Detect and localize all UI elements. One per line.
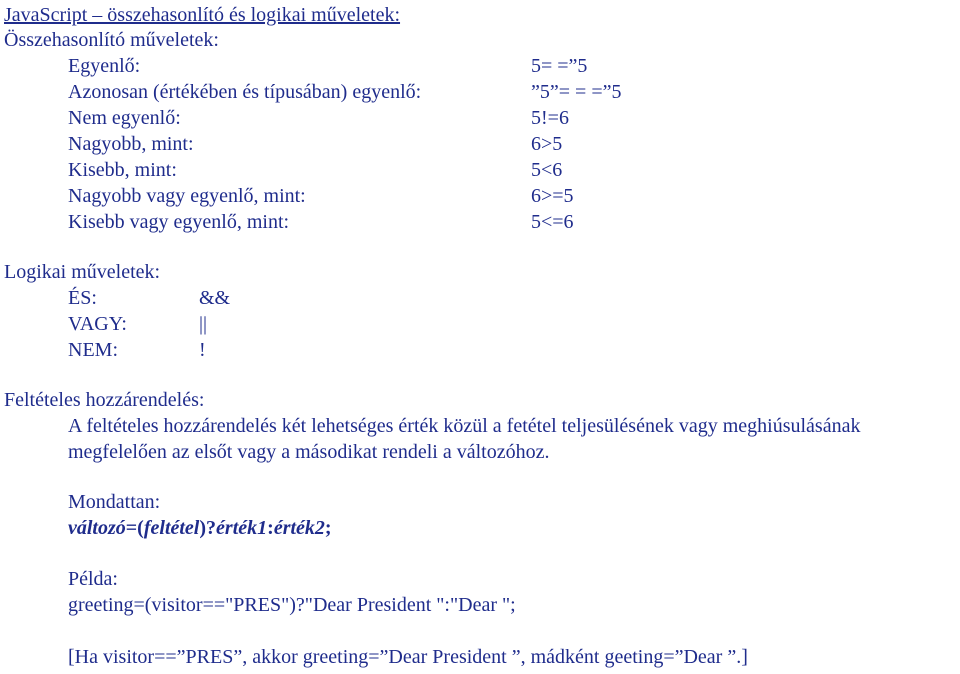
conditional-description-line1: A feltételes hozzárendelés két lehetséges érték közül a fetétel teljesülésének vagy meghiúsulásának: [68, 415, 861, 437]
logical-heading: Logikai műveletek:: [4, 261, 161, 283]
logical-value-and: &&: [199, 287, 231, 309]
logical-label-and: ÉS:: [68, 287, 97, 309]
comparison-label-less-equal: Kisebb vagy egyenlő, mint:: [68, 211, 290, 233]
syntax-variable: változó: [68, 517, 126, 539]
logical-label-or: VAGY:: [68, 313, 127, 335]
page-title: JavaScript – összehasonlító és logikai műveletek:: [4, 4, 401, 26]
comparison-value-identical: ”5”= = =”5: [531, 81, 622, 103]
comparison-label-less: Kisebb, mint:: [68, 159, 177, 181]
syntax-line: [68, 516, 332, 540]
syntax-colon: :: [267, 517, 274, 539]
syntax-semicolon: ;: [324, 517, 332, 539]
example-heading: Példa:: [68, 568, 118, 590]
syntax-assign-paren: =(: [125, 517, 144, 539]
comparison-label-not-equal: Nem egyenlő:: [68, 107, 181, 129]
comparison-label-identical: Azonosan (értékében és típusában) egyenlő:: [68, 81, 422, 103]
syntax-value2: érték2: [273, 517, 325, 539]
comparison-heading: Összehasonlító műveletek:: [4, 29, 219, 51]
comparison-label-greater-equal: Nagyobb vagy egyenlő, mint:: [68, 185, 306, 207]
comparison-value-less-equal: 5<=6: [531, 211, 574, 233]
comparison-label-greater: Nagyobb, mint:: [68, 133, 194, 155]
comparison-value-equal: 5= =”5: [531, 55, 588, 77]
conditional-heading: Feltételes hozzárendelés:: [4, 389, 205, 411]
logical-value-not: !: [199, 339, 206, 361]
example-code: greeting=(visitor=="PRES")?"Dear President ":"Dear ";: [68, 594, 516, 616]
comparison-label-equal: Egyenlő:: [68, 55, 141, 77]
comparison-value-greater: 6>5: [531, 133, 563, 155]
syntax-condition: feltétel: [143, 517, 200, 539]
logical-label-not: NEM:: [68, 339, 118, 361]
comparison-value-not-equal: 5!=6: [531, 107, 569, 129]
conditional-description-line2: megfelelően az elsőt vagy a másodikat rendeli a változóhoz.: [68, 441, 550, 463]
syntax-heading: Mondattan:: [68, 491, 161, 513]
example-explanation: [Ha visitor==”PRES”, akkor greeting=”Dear President ”, mádként geeting=”Dear ”.]: [68, 646, 748, 668]
comparison-value-greater-equal: 6>=5: [531, 185, 574, 207]
syntax-value1: érték1: [216, 517, 268, 539]
comparison-value-less: 5<6: [531, 159, 563, 181]
syntax-question: )?: [199, 517, 217, 539]
logical-value-or: ||: [199, 313, 208, 335]
